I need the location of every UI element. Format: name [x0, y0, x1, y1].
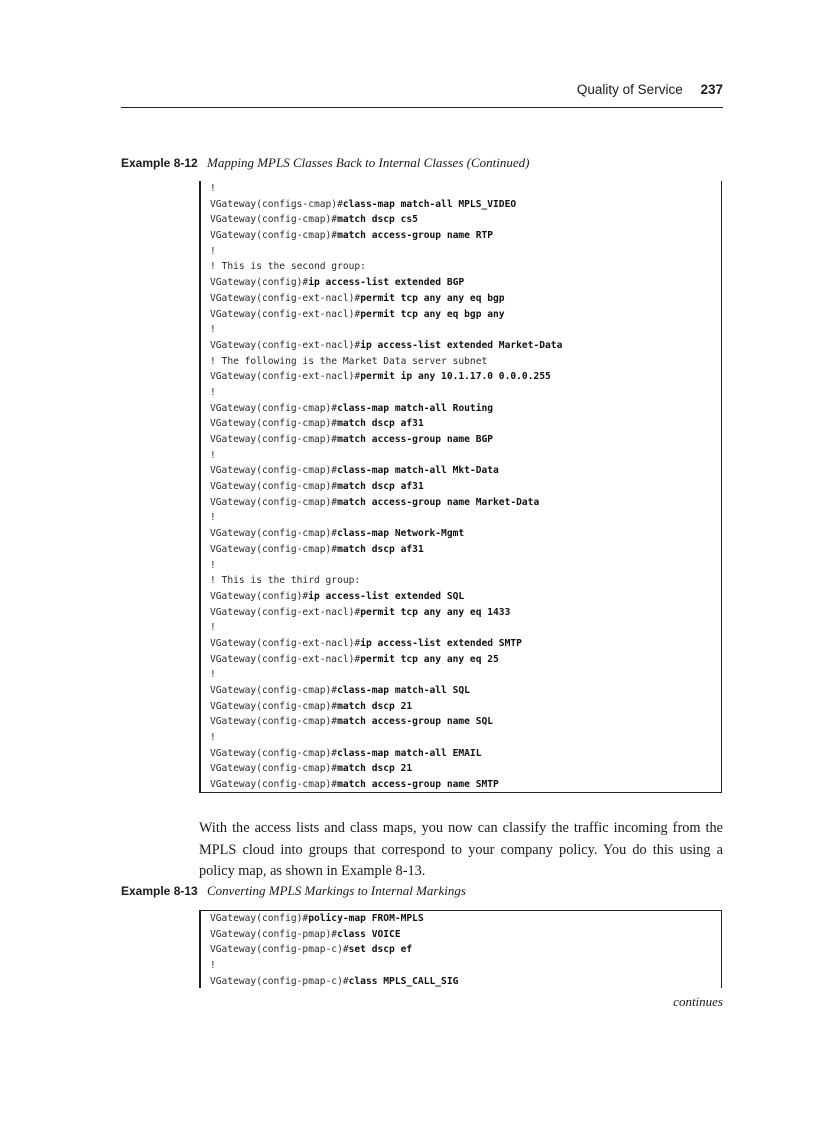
code-line [201, 479, 721, 495]
code-prompt: VGateway(config-cmap)# [210, 528, 338, 540]
code-prompt: VGateway(config-cmap)# [210, 700, 338, 712]
code-command: match access-group name SQL [337, 716, 494, 728]
code-line [201, 589, 721, 605]
code-prompt: ! [210, 960, 216, 972]
code-prompt: ! [210, 324, 216, 336]
code-line [201, 942, 721, 958]
code-prompt: VGateway(config-cmap)# [210, 716, 338, 728]
code-command: ip access-list extended BGP [308, 277, 465, 289]
code-command: class-map Network-Mgmt [337, 528, 465, 540]
code-prompt: VGateway(config-ext-nacl)# [210, 339, 361, 351]
code-command: class-map match-all Mkt-Data [337, 465, 499, 477]
code-prompt: VGateway(config-pmap-c)# [210, 944, 349, 956]
code-prompt: VGateway(config-cmap)# [210, 481, 338, 493]
code-line [201, 730, 721, 746]
code-line [201, 401, 721, 417]
example-12-code-listing [199, 181, 722, 793]
code-command: class-map match-all Routing [337, 402, 494, 414]
code-line [201, 667, 721, 683]
code-command: match access-group name RTP [337, 230, 494, 242]
page-number: 237 [700, 82, 723, 97]
code-prompt: VGateway(config-cmap)# [210, 496, 338, 508]
code-prompt: VGateway(config-ext-nacl)# [210, 653, 361, 665]
code-prompt: VGateway(config-cmap)# [210, 465, 338, 477]
code-line [201, 683, 721, 699]
code-prompt: VGateway(config-cmap)# [210, 779, 338, 791]
code-command: match dscp 21 [337, 700, 413, 712]
code-command: match access-group name Market-Data [337, 496, 540, 508]
code-line [201, 385, 721, 401]
running-header [121, 78, 723, 108]
code-prompt: VGateway(config-cmap)# [210, 434, 338, 445]
body-paragraph: With the access lists and class maps, you now can classify the traffic incoming from the MPLS cloud into groups that correspond to your company policy. You do this using a policy map, as shown in Example 8-13. [199, 820, 723, 879]
code-command: class-map match-all MPLS_VIDEO [342, 198, 517, 210]
code-prompt: VGateway(config-cmap)# [210, 543, 338, 555]
code-prompt: VGateway(configs-cmap)# [210, 198, 343, 210]
code-line [201, 542, 721, 558]
example-12-title: Mapping MPLS Classes Back to Internal Classes (Continued) [207, 155, 530, 170]
code-prompt: VGateway(config-cmap)# [210, 685, 338, 696]
code-prompt: VGateway(config-ext-nacl)# [210, 606, 361, 618]
code-line [201, 322, 721, 338]
code-line [201, 652, 721, 668]
code-prompt: VGateway(config-cmap)# [210, 402, 338, 414]
code-line [201, 259, 721, 275]
code-line [201, 620, 721, 636]
code-prompt: ! [210, 732, 216, 744]
code-command: class VOICE [337, 928, 401, 940]
code-line [201, 416, 721, 432]
code-line [201, 291, 721, 307]
code-command: set dscp ef [348, 944, 413, 956]
code-prompt: ! This is the second group: [210, 261, 366, 273]
code-line [201, 197, 721, 213]
code-command: match access-group name BGP [337, 434, 494, 445]
code-command: ip access-list extended Market-Data [360, 339, 563, 351]
code-line [201, 958, 721, 974]
example-12-caption [121, 155, 529, 171]
header-rule [121, 107, 723, 108]
code-prompt: ! [210, 386, 216, 398]
code-line [201, 699, 721, 715]
code-prompt: VGateway(config)# [210, 590, 309, 602]
example-13-caption [121, 883, 466, 899]
code-prompt: ! [210, 183, 216, 194]
code-line [201, 338, 721, 354]
code-command: policy-map FROM-MPLS [308, 913, 424, 924]
code-line [201, 307, 721, 323]
code-line [201, 510, 721, 526]
example-13-code-listing [199, 910, 722, 988]
code-line [201, 354, 721, 370]
code-line [201, 181, 721, 197]
code-prompt: ! [210, 245, 216, 257]
example-12-label: Example 8-12 [121, 156, 198, 170]
example-13-title: Converting MPLS Markings to Internal Markings [207, 883, 466, 898]
code-prompt: VGateway(config)# [210, 913, 309, 924]
code-line [201, 761, 721, 777]
code-line [201, 605, 721, 621]
code-prompt: ! This is the third group: [210, 575, 361, 587]
code-line [201, 448, 721, 464]
code-prompt: VGateway(config-cmap)# [210, 747, 338, 759]
example-13-label: Example 8-13 [121, 884, 198, 898]
code-command: match dscp af31 [337, 543, 424, 555]
code-line [201, 244, 721, 260]
code-line [201, 974, 721, 990]
code-command: ip access-list extended SQL [308, 590, 465, 602]
code-line [201, 927, 721, 943]
code-command: match dscp 21 [337, 763, 413, 775]
code-command: match dscp af31 [337, 418, 424, 430]
code-prompt: VGateway(config-cmap)# [210, 214, 338, 226]
code-line [201, 911, 721, 927]
header-text [577, 82, 723, 97]
code-prompt: ! [210, 622, 216, 634]
code-command: permit tcp any any eq bgp [360, 292, 505, 304]
code-prompt: ! [210, 669, 216, 681]
code-command: permit tcp any eq bgp any [360, 308, 505, 320]
code-prompt: ! [210, 449, 216, 461]
code-prompt: VGateway(config-pmap-c)# [210, 975, 349, 987]
code-line [201, 777, 721, 793]
code-prompt: VGateway(config-ext-nacl)# [210, 637, 361, 649]
code-line [201, 228, 721, 244]
code-command: class-map match-all SQL [337, 685, 470, 696]
code-line [201, 746, 721, 762]
code-prompt: ! [210, 559, 216, 571]
code-line [201, 495, 721, 511]
code-line [201, 432, 721, 448]
code-line [201, 526, 721, 542]
code-command: match access-group name SMTP [337, 779, 499, 791]
code-command: match dscp cs5 [337, 214, 418, 226]
code-command: match dscp af31 [337, 481, 424, 493]
code-line [201, 463, 721, 479]
code-command: permit tcp any any eq 1433 [360, 606, 511, 618]
code-line [201, 714, 721, 730]
code-line [201, 275, 721, 291]
code-line [201, 212, 721, 228]
code-line [201, 636, 721, 652]
code-command: class-map match-all EMAIL [337, 747, 482, 759]
code-prompt: VGateway(config-cmap)# [210, 418, 338, 430]
code-prompt: VGateway(config-ext-nacl)# [210, 371, 361, 383]
continues-label: continues [673, 994, 723, 1009]
code-prompt: VGateway(config-ext-nacl)# [210, 308, 361, 320]
code-prompt: ! The following is the Market Data server subnet [210, 355, 488, 367]
code-prompt: VGateway(config-ext-nacl)# [210, 292, 361, 304]
code-prompt: VGateway(config)# [210, 277, 309, 289]
header-section-title: Quality of Service [576, 82, 683, 97]
code-command: ip access-list extended SMTP [360, 637, 522, 649]
code-command: class MPLS_CALL_SIG [348, 975, 459, 987]
code-prompt: VGateway(config-cmap)# [210, 763, 338, 775]
code-prompt: VGateway(config-cmap)# [210, 230, 338, 242]
code-line [201, 558, 721, 574]
code-command: permit ip any 10.1.17.0 0.0.0.255 [360, 371, 551, 383]
code-line [201, 573, 721, 589]
code-line [201, 369, 721, 385]
code-prompt: VGateway(config-pmap)# [210, 928, 338, 940]
code-prompt: ! [210, 512, 216, 524]
code-command: permit tcp any any eq 25 [360, 653, 499, 665]
